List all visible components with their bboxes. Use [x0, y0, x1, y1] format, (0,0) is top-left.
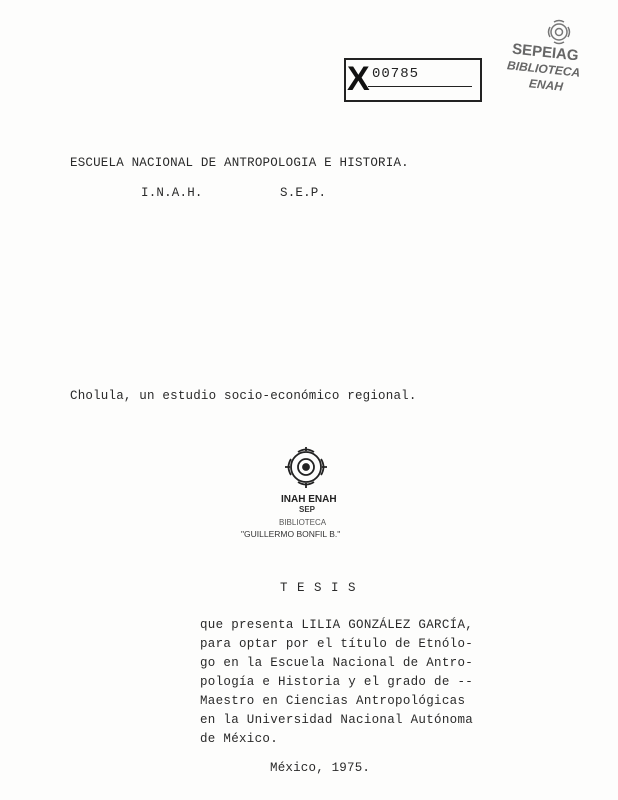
thesis-line: de México. — [200, 732, 279, 746]
library-stamp — [497, 18, 597, 98]
thesis-line: pología e Historia y el grado de -- — [200, 675, 474, 689]
inah-emblem-icon — [263, 445, 383, 500]
thesis-line: para optar por el título de Etnólo- — [200, 637, 474, 651]
thesis-line: en la Universidad Nacional Autónoma — [200, 713, 474, 727]
thesis-line: que presenta LILIA GONZÁLEZ GARCÍA, — [200, 618, 474, 632]
catalog-stamp-underline — [368, 86, 472, 87]
seal-line4: "GUILLERMO BONFIL B." — [241, 529, 341, 539]
sep-abbrev: S.E.P. — [280, 186, 327, 200]
seal-line3: BIBLIOTECA — [279, 518, 327, 527]
thesis-line: go en la Escuela Nacional de Antro- — [200, 656, 474, 670]
library-stamp-line1: SEPEIAG — [511, 40, 580, 65]
inah-abbrev: I.N.A.H. — [141, 186, 203, 200]
seal-line2: SEP — [299, 505, 316, 514]
place-date: México, 1975. — [270, 761, 371, 775]
library-stamp-line3: ENAH — [528, 76, 564, 94]
school-name: ESCUELA NACIONAL DE ANTROPOLOGIA E HISTORIA. — [70, 156, 409, 170]
thesis-title: Cholula, un estudio socio-económico regional. — [70, 389, 417, 403]
library-seal — [241, 445, 383, 550]
catalog-stamp-number: 00785 — [372, 66, 420, 82]
seal-line1: INAH ENAH — [281, 494, 337, 505]
thesis-line: Maestro en Ciencias Antropológicas — [200, 694, 466, 708]
library-stamp-line2: BIBLIOTECA — [506, 58, 581, 80]
catalog-stamp-mark: X — [347, 60, 370, 98]
thesis-label: T E S I S — [280, 581, 357, 595]
